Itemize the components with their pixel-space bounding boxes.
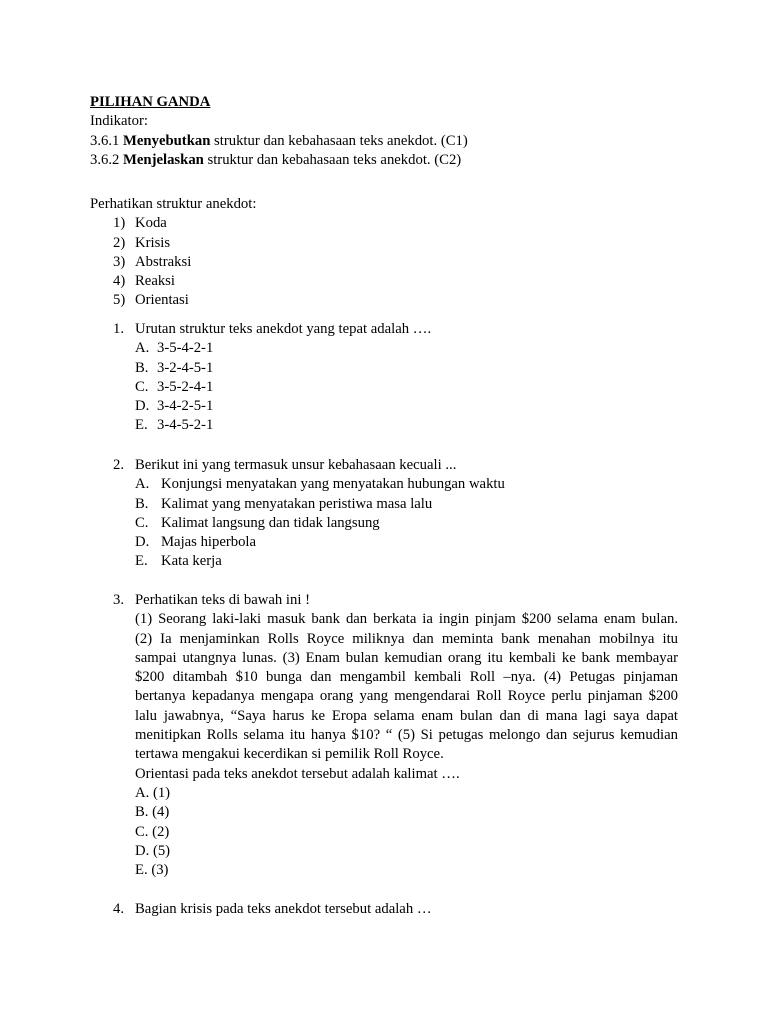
option-item: A. (1) — [135, 784, 171, 801]
passage-line: lalu jawabnya, “Saya harus ke Eropa selama enam bulan dan di mana lagi saya dapat — [135, 707, 678, 724]
list-item: 5) Orientasi — [113, 292, 189, 309]
passage-line: (1) Seorang laki-laki masuk bank dan berkata ia ingin pinjam $200 selama enam bulan. — [135, 611, 678, 628]
question-text: 3. Perhatikan teks di bawah ini ! — [113, 592, 310, 608]
passage-line: (2) Ia menjaminkan Rolls Royce miliknya dan meminta bank menahan mobilnya itu — [135, 630, 678, 647]
passage-line: sampai utangnya lunas. (3) Enam bulan kemudian orang itu kembali ke bank membayar — [135, 649, 678, 666]
indicator-line: 3.6.2 Menjelaskan struktur dan kebahasaan teks anekdot. (C2) — [90, 151, 462, 168]
passage-line: $200 ditambah $10 bunga dan mengambil kembali Roll –nya. (4) Petugas pinjaman — [135, 669, 678, 686]
question-2 — [113, 456, 505, 572]
option-item: A. 3-5-4-2-1 — [135, 340, 214, 357]
option-item: C. (2) — [135, 823, 170, 840]
passage-block — [113, 610, 678, 880]
list-item: 3) Abstraksi — [113, 253, 192, 270]
list-item: 4) Reaksi — [113, 273, 175, 290]
question-text: 1. Urutan struktur teks anekdot yang tepat adalah …. — [113, 321, 432, 337]
page-title: PILIHAN GANDA — [90, 94, 211, 110]
passage-line: bertanya kepadanya mengapa orang yang mengendarai Roll Royce perlu pinjaman $200 — [135, 688, 678, 705]
indicator-line: 3.6.1 Menyebutkan struktur dan kebahasaan teks anekdot. (C1) — [90, 132, 468, 149]
question-text: 2. Berikut ini yang termasuk unsur kebahasaan kecuali ... — [113, 457, 457, 473]
option-item: D. (5) — [135, 842, 171, 859]
question-3 — [113, 591, 678, 880]
option-item: D. Majas hiperbola — [135, 534, 257, 551]
option-item: E. 3-4-5-2-1 — [135, 417, 214, 434]
struktur-list — [90, 214, 256, 310]
list-item: 1) Koda — [113, 215, 167, 232]
option-item: B. Kalimat yang menyatakan peristiwa masa lalu — [135, 495, 433, 512]
struktur-section — [90, 195, 256, 311]
option-item: D. 3-4-2-5-1 — [135, 398, 214, 415]
option-item: C. Kalimat langsung dan tidak langsung — [135, 514, 380, 531]
option-item: B. 3-2-4-5-1 — [135, 359, 214, 376]
question-4 — [113, 900, 432, 919]
question-prompt: Orientasi pada teks anekdot tersebut adalah kalimat …. — [135, 765, 460, 782]
question-text: 4. Bagian krisis pada teks anekdot tersebut adalah … — [113, 901, 432, 917]
header-section — [90, 93, 468, 170]
option-item: B. (4) — [135, 804, 170, 821]
passage-line: menitipkan Rolls selama itu hanya $10? “ (5) Si petugas melongo dan sejurus kemudian — [135, 727, 678, 744]
option-item: E. Kata kerja — [135, 553, 222, 570]
question-1 — [113, 320, 431, 436]
option-item: C. 3-5-2-4-1 — [135, 378, 214, 395]
list-item: 2) Krisis — [113, 234, 171, 251]
struktur-intro: Perhatikan struktur anekdot: — [90, 196, 257, 212]
options-list — [113, 339, 431, 435]
option-item: E. (3) — [135, 862, 169, 879]
option-item: A. Konjungsi menyatakan yang menyatakan hubungan waktu — [135, 476, 505, 493]
passage-line: tertawa mengakui kecerdikan si pemilik Roll Royce. — [135, 746, 444, 763]
anekdot-passage — [135, 610, 678, 764]
indikator-label: Indikator: — [90, 113, 148, 130]
options-list — [113, 475, 505, 571]
